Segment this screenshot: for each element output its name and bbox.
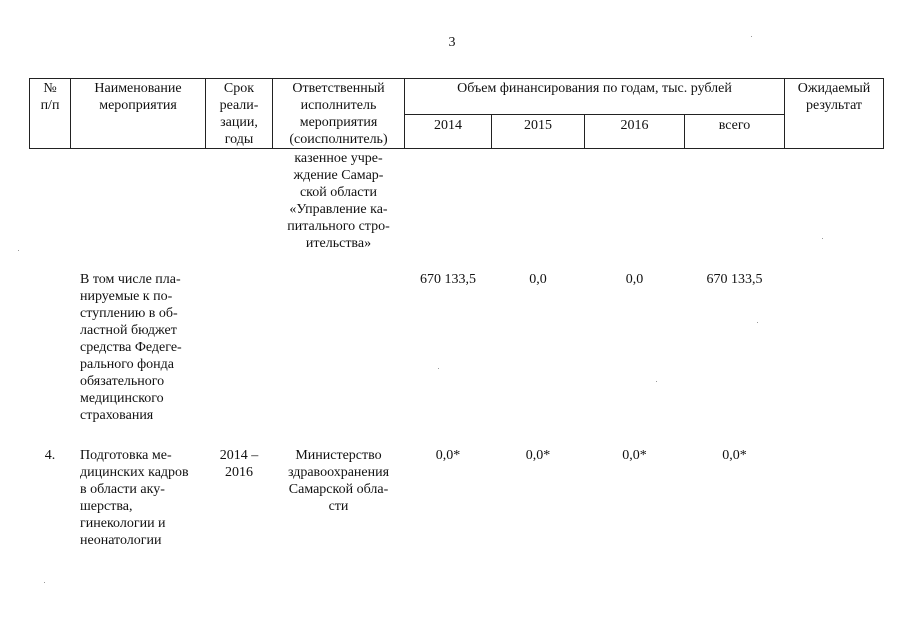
row-4-2014: 0,0* [435, 448, 461, 463]
row-4-num: 4. [44, 448, 56, 463]
cell-text: нируемые к по- [80, 289, 173, 304]
header-text: Наименование [94, 81, 182, 96]
cell-text: рального фонда [80, 357, 174, 372]
cell-text: В том числе пла- [80, 272, 181, 287]
cell-text: в области аку- [80, 482, 165, 497]
cell-text: ластной бюджет [80, 323, 177, 338]
header-name [71, 80, 205, 114]
row-4-total: 0,0* [722, 448, 747, 463]
row-including-2014: 670 133,5 [420, 272, 476, 287]
header-text: (соисполнитель) [289, 132, 388, 147]
header-text: реали- [219, 98, 259, 113]
header-total: всего [718, 118, 751, 133]
header-text: № [43, 81, 57, 96]
row-including-2015: 0,0 [529, 272, 547, 287]
cell-text: ской области [299, 185, 378, 200]
cell-text: Министерство [295, 448, 382, 463]
header-text: зации, [220, 115, 258, 130]
cell-text: казенное учре- [294, 151, 383, 166]
cell-text: здравоохранения [287, 465, 390, 480]
cell-text: обязательного [80, 374, 165, 389]
row-including-name [80, 271, 205, 424]
cell-text: 2016 [225, 465, 253, 480]
row-including-total: 670 133,5 [706, 272, 763, 287]
cell-text: питального стро- [287, 219, 390, 234]
cell-text: ждение Самар- [293, 168, 384, 183]
cell-text: ительства» [305, 236, 372, 251]
header-text: Срок [223, 81, 255, 96]
cell-text: Самарской обла- [288, 482, 389, 497]
cell-text: Подготовка ме- [80, 448, 172, 463]
header-num [30, 80, 70, 114]
scan-speck [751, 36, 752, 37]
scan-speck [18, 250, 19, 251]
cell-text: шерства, [80, 499, 133, 514]
header-result [785, 80, 883, 114]
cell-text: ступлению в об- [80, 306, 178, 321]
page-number: 3 [448, 35, 456, 50]
grid-line [29, 78, 883, 79]
cell-text: гинекологии и [80, 516, 166, 531]
row-4-2015: 0,0* [525, 448, 551, 463]
row-4-name [80, 447, 205, 549]
cell-text: «Управление ка- [289, 202, 388, 217]
cell-text: дицинских кадров [80, 465, 189, 480]
scan-speck [656, 381, 657, 382]
cell-text: неонатологии [80, 533, 162, 548]
cell-text: страхования [80, 408, 154, 423]
row-4-executor [273, 447, 404, 515]
cell-text: сти [328, 499, 349, 514]
row-4-term [206, 447, 272, 481]
header-executor [273, 80, 404, 148]
grid-line [883, 78, 884, 149]
header-text: мероприятия [299, 115, 378, 130]
header-year-2016: 2016 [620, 118, 649, 133]
header-text: Ожидаемый [797, 81, 871, 96]
header-year-2014: 2014 [434, 118, 462, 133]
row-4-2016: 0,0* [622, 448, 647, 463]
header-year-2015: 2015 [524, 118, 552, 133]
cell-text: средства Федеге- [80, 340, 182, 355]
row-including-2016: 0,0 [625, 272, 644, 287]
grid-line [404, 114, 784, 115]
header-text: Ответственный [292, 81, 385, 96]
scan-speck [44, 582, 45, 583]
scan-speck [822, 238, 823, 239]
cell-text: 2014 – [219, 448, 259, 463]
header-text: исполнитель [300, 98, 377, 113]
cell-text: медицинского [80, 391, 164, 406]
header-text: годы [224, 132, 254, 147]
executor-continued [273, 150, 404, 252]
header-text: мероприятия [99, 98, 177, 113]
scan-speck [757, 322, 758, 323]
grid-line [29, 148, 883, 149]
header-funding-title: Объем финансирования по годам, тыс. рублей [457, 81, 732, 96]
header-term [206, 80, 272, 148]
scan-speck [438, 368, 439, 369]
header-text: результат [805, 98, 863, 113]
header-text: п/п [40, 98, 60, 113]
